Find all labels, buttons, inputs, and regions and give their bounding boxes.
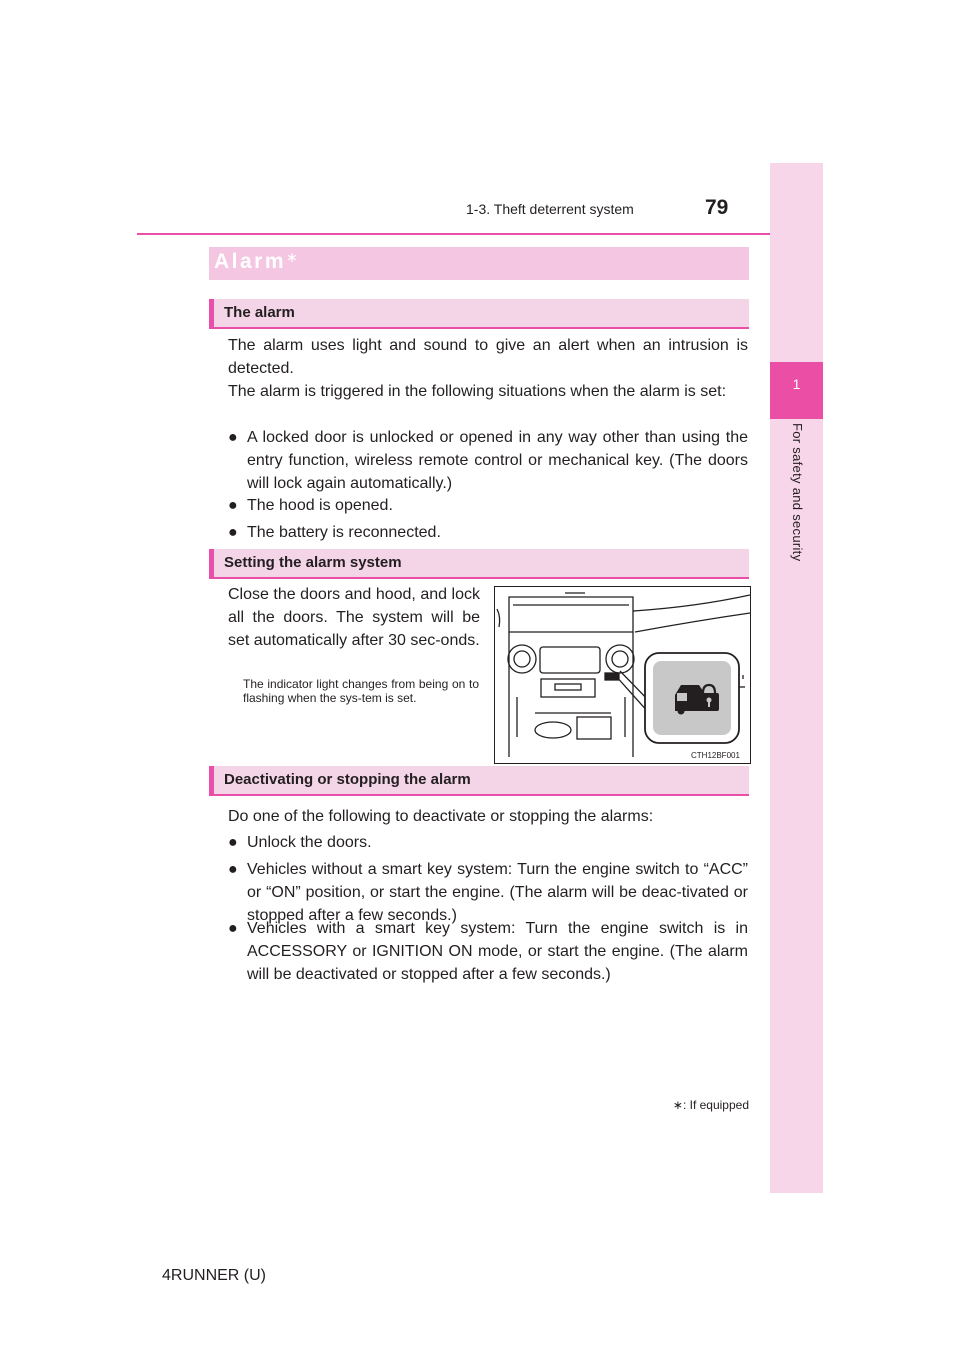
bullet-item <box>228 426 748 495</box>
bullet-text: The hood is opened. <box>247 497 393 514</box>
section-heading-text: Setting the alarm system <box>224 554 402 571</box>
section-heading-text: Deactivating or stopping the alarm <box>224 771 471 788</box>
page-number: 79 <box>705 196 729 219</box>
dashboard-figure <box>494 586 751 764</box>
section-heading-deactivating <box>209 766 749 796</box>
bullet-item <box>228 521 748 544</box>
if-equipped-marker: ∗ <box>286 249 298 265</box>
section-heading-the-alarm <box>209 299 749 329</box>
bullet-text: The battery is reconnected. <box>247 524 441 541</box>
indicator-note: The indicator light changes from being on to flashing when the sys-tem is set. <box>243 677 479 705</box>
bullet-dot: ● <box>228 497 238 514</box>
section-heading-text: The alarm <box>224 304 295 321</box>
bullet-dot: ● <box>228 429 238 446</box>
section-heading-setting <box>209 549 749 579</box>
chapter-label: For safety and security <box>790 423 805 562</box>
bullet-dot: ● <box>228 920 238 937</box>
bullet-dot: ● <box>228 524 238 541</box>
bullet-item <box>228 831 748 854</box>
dashboard-illustration <box>495 587 750 763</box>
paragraph: The alarm uses light and sound to give an alert when an intrusion is detected. <box>228 337 748 377</box>
bullet-dot: ● <box>228 834 238 851</box>
footnote: ∗: If equipped <box>672 1098 749 1112</box>
paragraph: Do one of the following to deactivate or stopping the alarms: <box>228 808 654 825</box>
bullet-dot: ● <box>228 861 238 878</box>
header-rule <box>137 233 822 235</box>
header-section-title: 1-3. Theft deterrent system <box>466 201 634 217</box>
paragraph: Close the doors and hood, and lock all the doors. The system will be set automatically after 30 sec-onds. <box>228 586 480 649</box>
chapter-number: 1 <box>792 376 801 392</box>
bullet-item <box>228 494 748 517</box>
figure-code: CTH12BF001 <box>691 751 740 760</box>
page-title: Alarm <box>214 250 287 273</box>
bullet-text: A locked door is unlocked or opened in any way other than using the entry function, wireless remote control or mechanical key. (The doors will lock again automatically.) <box>247 429 748 492</box>
bullet-text: Vehicles without a smart key system: Turn the engine switch to “ACC” or “ON” position, or start the engine. (The alarm will be deac-tivated or stopped after a few seconds.) <box>247 861 748 924</box>
chapter-side-tab <box>770 163 823 1193</box>
bullet-text: Vehicles with a smart key system: Turn the engine switch is in ACCESSORY or IGNITION ON mode, or start the engine. (The alarm will be deactivated or stopped after a few seconds.) <box>247 920 748 983</box>
bullet-item <box>228 917 748 986</box>
paragraph: The alarm is triggered in the following situations when the alarm is set: <box>228 383 727 400</box>
footer-model: 4RUNNER (U) <box>162 1267 266 1284</box>
bullet-text: Unlock the doors. <box>247 834 372 851</box>
